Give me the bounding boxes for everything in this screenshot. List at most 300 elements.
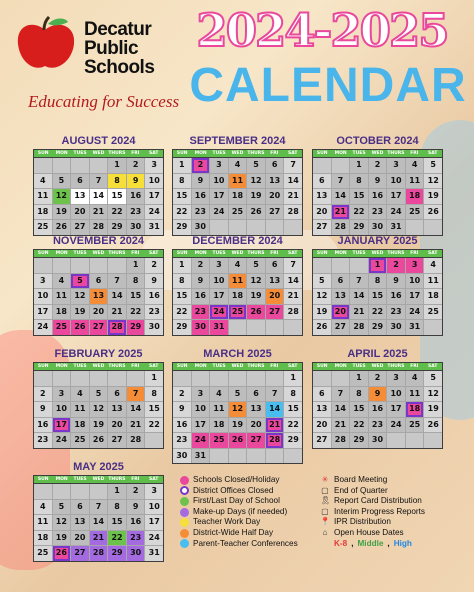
- day-cell: 20: [247, 418, 265, 433]
- day-cell: 1: [350, 158, 368, 173]
- weekday-label: MON: [55, 477, 68, 482]
- empty-cell: [406, 220, 424, 235]
- day-cell: 8: [108, 500, 126, 515]
- month-title: MARCH 2025: [203, 348, 272, 360]
- day-cell: 12: [71, 289, 89, 304]
- day-cell: 6: [313, 387, 331, 402]
- day-cell: 25: [424, 305, 442, 320]
- month-title: NOVEMBER 2024: [52, 235, 145, 247]
- day-cell: 1: [145, 371, 163, 386]
- day-cell: 17: [192, 418, 210, 433]
- day-cell: 12: [229, 402, 247, 417]
- day-cell: 22: [350, 418, 368, 433]
- weekday-label: WED: [231, 151, 244, 156]
- empty-cell: [34, 258, 52, 273]
- month-9: [33, 460, 164, 562]
- legend-label: Board Meeting: [334, 475, 388, 484]
- empty-cell: [284, 320, 302, 335]
- legend-item: [180, 528, 330, 539]
- day-cell: 22: [173, 205, 191, 220]
- day-cell: 14: [284, 174, 302, 189]
- weekday-label: TUES: [73, 364, 87, 369]
- day-cell: 14: [127, 402, 145, 417]
- day-cell: 13: [313, 189, 331, 204]
- empty-cell: [71, 158, 89, 173]
- weekday-label: SAT: [149, 364, 159, 369]
- day-cell: 10: [387, 387, 405, 402]
- day-cell: 19: [247, 289, 265, 304]
- day-cell: 28: [284, 305, 302, 320]
- weekday-label: WED: [371, 151, 384, 156]
- day-cell: 13: [108, 402, 126, 417]
- weekday-label: THURS: [108, 151, 126, 156]
- day-cell: 16: [192, 289, 210, 304]
- day-cell: 8: [350, 387, 368, 402]
- weekday-label: SAT: [149, 251, 159, 256]
- day-cell: 12: [313, 289, 331, 304]
- day-cell: 21: [332, 418, 350, 433]
- weekday-label: WED: [92, 251, 105, 256]
- day-cell: 16: [387, 289, 405, 304]
- day-cell: 11: [53, 289, 71, 304]
- weekday-label: THURS: [108, 364, 126, 369]
- day-cell: 26: [313, 320, 331, 335]
- weekday-label: SAT: [428, 151, 438, 156]
- day-cell: 7: [90, 174, 108, 189]
- legend-label: District-Wide Half Day: [193, 527, 274, 537]
- day-cell: 31: [145, 220, 163, 235]
- weekday-label: THURS: [247, 151, 265, 156]
- day-cell: 12: [247, 274, 265, 289]
- day-cell: 29: [108, 220, 126, 235]
- day-cell: 9: [173, 402, 191, 417]
- day-cell: 28: [266, 433, 284, 448]
- ribbon-icon: 🎗: [320, 496, 331, 506]
- day-cell: 29: [127, 320, 145, 335]
- day-cell: 14: [90, 189, 108, 204]
- day-cell: 18: [34, 531, 52, 546]
- legend-label: Open House Dates: [334, 527, 404, 537]
- day-cell: 5: [247, 158, 265, 173]
- school-name-line1: Decatur: [84, 19, 152, 40]
- day-cell: 11: [406, 387, 424, 402]
- day-cell: 24: [387, 205, 405, 220]
- empty-cell: [173, 371, 191, 386]
- weekday-label: SUN: [176, 251, 188, 256]
- day-cell: 6: [247, 387, 265, 402]
- day-cell: 14: [350, 289, 368, 304]
- day-cell: 29: [350, 220, 368, 235]
- day-cell: 21: [332, 205, 350, 220]
- empty-cell: [350, 258, 368, 273]
- day-cell: 19: [424, 402, 442, 417]
- weekday-label: MON: [194, 251, 207, 256]
- weekday-label: THURS: [247, 364, 265, 369]
- day-cell: 31: [145, 546, 163, 561]
- day-cell: 14: [332, 189, 350, 204]
- weekday-label: FRI: [131, 151, 140, 156]
- weekday-header: [33, 362, 164, 371]
- day-cell: 31: [387, 220, 405, 235]
- day-cell: 8: [173, 274, 191, 289]
- day-cell: 30: [369, 433, 387, 448]
- legend-label: Report Card Distribution: [334, 496, 422, 506]
- day-cell: 17: [210, 289, 228, 304]
- day-cell: 20: [332, 305, 350, 320]
- day-cell: 17: [406, 289, 424, 304]
- day-cell: 29: [350, 433, 368, 448]
- empty-cell: [71, 484, 89, 499]
- empty-cell: [229, 371, 247, 386]
- day-cell: 9: [387, 274, 405, 289]
- day-cell: 5: [247, 258, 265, 273]
- weekday-label: MON: [194, 364, 207, 369]
- day-cell: 10: [387, 174, 405, 189]
- day-cell: 9: [127, 500, 145, 515]
- day-cell: 26: [71, 320, 89, 335]
- weekday-label: TUES: [73, 251, 87, 256]
- empty-cell: [53, 484, 71, 499]
- day-cell: 5: [53, 174, 71, 189]
- day-cell: 24: [192, 433, 210, 448]
- empty-cell: [424, 220, 442, 235]
- day-cell: 28: [332, 220, 350, 235]
- day-cell: 18: [229, 189, 247, 204]
- day-cell: 3: [53, 387, 71, 402]
- day-cell: 5: [313, 274, 331, 289]
- day-cell: 4: [34, 500, 52, 515]
- empty-cell: [53, 258, 71, 273]
- day-cell: 23: [192, 305, 210, 320]
- day-cell: 29: [173, 220, 191, 235]
- legend-swatch-icon: [180, 497, 189, 506]
- day-cell: 17: [387, 402, 405, 417]
- empty-cell: [192, 371, 210, 386]
- day-cell: 27: [71, 546, 89, 561]
- weekday-label: MON: [55, 364, 68, 369]
- day-cell: 3: [34, 274, 52, 289]
- day-cell: 1: [108, 484, 126, 499]
- day-cell: 30: [192, 320, 210, 335]
- legend-item: [180, 475, 330, 486]
- apple-logo-icon: [14, 16, 76, 72]
- pin-icon: 📍: [320, 517, 331, 527]
- day-cell: 14: [108, 289, 126, 304]
- day-cell: 9: [369, 174, 387, 189]
- day-cell: 29: [173, 320, 191, 335]
- legend-label: District Offices Closed: [193, 485, 274, 495]
- day-cell: 9: [192, 274, 210, 289]
- empty-cell: [313, 371, 331, 386]
- day-cell: 13: [266, 174, 284, 189]
- day-cell: 3: [210, 158, 228, 173]
- legend-swatch-icon: [180, 508, 189, 517]
- day-cell: 28: [127, 433, 145, 448]
- day-cell: 5: [229, 387, 247, 402]
- day-cell: 20: [313, 418, 331, 433]
- month-1: [172, 134, 303, 236]
- day-cell: 4: [424, 258, 442, 273]
- day-cell: 18: [210, 418, 228, 433]
- weekday-label: FRI: [131, 251, 140, 256]
- weekday-label: SUN: [37, 364, 49, 369]
- weekday-label: WED: [231, 364, 244, 369]
- day-cell: 26: [424, 205, 442, 220]
- day-cell: 23: [192, 205, 210, 220]
- day-cell: 6: [108, 387, 126, 402]
- empty-cell: [387, 433, 405, 448]
- day-cell: 25: [34, 546, 52, 561]
- day-cell: 28: [90, 220, 108, 235]
- legend-right: [320, 475, 470, 549]
- day-cell: 15: [108, 189, 126, 204]
- day-cell: 27: [266, 205, 284, 220]
- legend-label: IPR Distribution: [334, 517, 391, 527]
- empty-cell: [247, 220, 265, 235]
- day-cell: 8: [173, 174, 191, 189]
- day-cell: 2: [145, 258, 163, 273]
- day-cell: 22: [173, 305, 191, 320]
- day-cell: 28: [284, 205, 302, 220]
- day-cell: 10: [34, 289, 52, 304]
- weekday-label: TUES: [352, 151, 366, 156]
- school-name: [84, 20, 154, 77]
- day-cell: 3: [192, 387, 210, 402]
- day-cell: 29: [108, 546, 126, 561]
- day-cell: 2: [369, 371, 387, 386]
- day-cell: 27: [313, 433, 331, 448]
- open-house-level-k8: K-8: [334, 538, 348, 548]
- empty-cell: [90, 371, 108, 386]
- empty-cell: [313, 258, 331, 273]
- day-cell: 13: [313, 402, 331, 417]
- day-cell: 2: [387, 258, 405, 273]
- asterisk-icon: ✳: [321, 475, 329, 484]
- day-cell: 15: [108, 515, 126, 530]
- legend-item: [180, 517, 330, 528]
- day-cell: 4: [71, 387, 89, 402]
- legend-label: Make-up Days (if needed): [193, 506, 288, 516]
- day-cell: 7: [284, 158, 302, 173]
- day-cell: 9: [369, 387, 387, 402]
- day-cell: 16: [192, 189, 210, 204]
- day-cell: 20: [71, 205, 89, 220]
- day-cell: 22: [145, 418, 163, 433]
- day-cell: 19: [313, 305, 331, 320]
- month-title: FEBRUARY 2025: [54, 348, 143, 360]
- day-cell: 21: [90, 205, 108, 220]
- weekday-label: FRI: [270, 251, 279, 256]
- day-cell: 18: [71, 418, 89, 433]
- month-title: SEPTEMBER 2024: [189, 135, 286, 147]
- day-grid: [33, 158, 164, 236]
- month-4: [172, 234, 303, 336]
- weekday-label: WED: [92, 364, 105, 369]
- empty-cell: [313, 158, 331, 173]
- empty-cell: [210, 371, 228, 386]
- day-cell: 25: [406, 205, 424, 220]
- open-house-level-sep1: ,: [351, 538, 354, 548]
- day-cell: 9: [192, 174, 210, 189]
- empty-cell: [332, 258, 350, 273]
- day-cell: 16: [127, 515, 145, 530]
- empty-cell: [90, 258, 108, 273]
- day-cell: 16: [34, 418, 52, 433]
- day-cell: 4: [210, 387, 228, 402]
- day-cell: 4: [53, 274, 71, 289]
- day-grid: [33, 484, 164, 562]
- day-cell: 28: [90, 546, 108, 561]
- day-cell: 21: [284, 189, 302, 204]
- day-cell: 12: [53, 515, 71, 530]
- day-grid: [172, 158, 303, 236]
- day-cell: 6: [90, 274, 108, 289]
- day-cell: 27: [71, 220, 89, 235]
- weekday-header: [33, 475, 164, 484]
- day-cell: 26: [53, 220, 71, 235]
- day-cell: 29: [284, 433, 302, 448]
- month-6: [33, 347, 164, 449]
- day-cell: 20: [266, 189, 284, 204]
- weekday-header: [33, 149, 164, 158]
- day-cell: 16: [369, 402, 387, 417]
- day-cell: 17: [145, 515, 163, 530]
- empty-cell: [145, 433, 163, 448]
- day-cell: 24: [34, 320, 52, 335]
- day-cell: 25: [210, 433, 228, 448]
- weekday-label: MON: [194, 151, 207, 156]
- day-cell: 5: [71, 274, 89, 289]
- weekday-label: MON: [55, 251, 68, 256]
- day-cell: 12: [424, 174, 442, 189]
- day-cell: 21: [90, 531, 108, 546]
- day-cell: 28: [332, 433, 350, 448]
- weekday-label: FRI: [131, 364, 140, 369]
- empty-cell: [266, 320, 284, 335]
- day-cell: 19: [53, 531, 71, 546]
- calendar-title: CALENDAR: [189, 59, 467, 112]
- day-cell: 1: [127, 258, 145, 273]
- weekday-label: THURS: [108, 251, 126, 256]
- day-cell: 11: [229, 274, 247, 289]
- day-grid: [33, 258, 164, 336]
- day-cell: 22: [108, 531, 126, 546]
- weekday-label: FRI: [410, 251, 419, 256]
- day-cell: 2: [34, 387, 52, 402]
- day-cell: 28: [108, 320, 126, 335]
- day-cell: 12: [90, 402, 108, 417]
- day-cell: 1: [369, 258, 387, 273]
- weekday-label: TUES: [73, 477, 87, 482]
- day-cell: 7: [332, 174, 350, 189]
- day-cell: 25: [229, 205, 247, 220]
- day-cell: 3: [145, 158, 163, 173]
- day-cell: 6: [332, 274, 350, 289]
- weekday-header: [312, 362, 443, 371]
- day-cell: 4: [229, 158, 247, 173]
- day-cell: 11: [229, 174, 247, 189]
- weekday-label: THURS: [108, 477, 126, 482]
- weekday-label: THURS: [247, 251, 265, 256]
- empty-cell: [229, 449, 247, 464]
- day-cell: 24: [145, 531, 163, 546]
- weekday-label: TUES: [352, 364, 366, 369]
- weekday-label: MON: [334, 364, 347, 369]
- weekday-label: SAT: [288, 364, 298, 369]
- day-cell: 25: [34, 220, 52, 235]
- weekday-label: WED: [231, 251, 244, 256]
- day-cell: 23: [369, 205, 387, 220]
- day-cell: 20: [90, 305, 108, 320]
- tagline: Educating for Success: [28, 92, 180, 111]
- day-cell: 15: [284, 402, 302, 417]
- weekday-label: SUN: [316, 251, 328, 256]
- day-cell: 19: [247, 189, 265, 204]
- day-cell: 27: [90, 320, 108, 335]
- day-cell: 24: [145, 205, 163, 220]
- day-cell: 13: [332, 289, 350, 304]
- empty-cell: [210, 220, 228, 235]
- day-cell: 5: [90, 387, 108, 402]
- day-cell: 7: [284, 258, 302, 273]
- weekday-label: WED: [92, 151, 105, 156]
- weekday-label: THURS: [387, 151, 405, 156]
- legend-item: [320, 528, 470, 539]
- day-cell: 24: [387, 418, 405, 433]
- legend-item: [180, 496, 330, 507]
- day-cell: 3: [145, 484, 163, 499]
- box-icon: ▢: [321, 485, 329, 495]
- day-cell: 18: [406, 402, 424, 417]
- day-cell: 8: [108, 174, 126, 189]
- weekday-label: SUN: [316, 364, 328, 369]
- day-cell: 6: [71, 174, 89, 189]
- empty-cell: [90, 484, 108, 499]
- day-cell: 15: [173, 189, 191, 204]
- legend-swatch-icon: [180, 529, 189, 538]
- day-grid: [312, 371, 443, 449]
- weekday-label: FRI: [270, 151, 279, 156]
- day-cell: 3: [406, 258, 424, 273]
- day-cell: 4: [406, 158, 424, 173]
- legend-label: Teacher Work Day: [193, 517, 261, 527]
- weekday-label: TUES: [212, 251, 226, 256]
- day-cell: 11: [34, 515, 52, 530]
- box-icon: ▢: [321, 506, 329, 516]
- month-8: [312, 347, 443, 449]
- weekday-label: TUES: [212, 364, 226, 369]
- day-cell: 22: [108, 205, 126, 220]
- day-cell: 1: [173, 258, 191, 273]
- day-cell: 24: [210, 205, 228, 220]
- day-cell: 27: [332, 320, 350, 335]
- day-cell: 8: [284, 387, 302, 402]
- day-cell: 8: [350, 174, 368, 189]
- empty-cell: [247, 320, 265, 335]
- day-cell: 20: [266, 289, 284, 304]
- empty-cell: [53, 158, 71, 173]
- day-cell: 7: [127, 387, 145, 402]
- day-cell: 6: [266, 258, 284, 273]
- weekday-label: SAT: [428, 251, 438, 256]
- day-cell: 25: [229, 305, 247, 320]
- day-cell: 5: [424, 158, 442, 173]
- empty-cell: [34, 158, 52, 173]
- open-house-level-sep2: ,: [387, 538, 390, 548]
- day-cell: 2: [192, 258, 210, 273]
- weekday-label: SAT: [149, 151, 159, 156]
- day-cell: 25: [53, 320, 71, 335]
